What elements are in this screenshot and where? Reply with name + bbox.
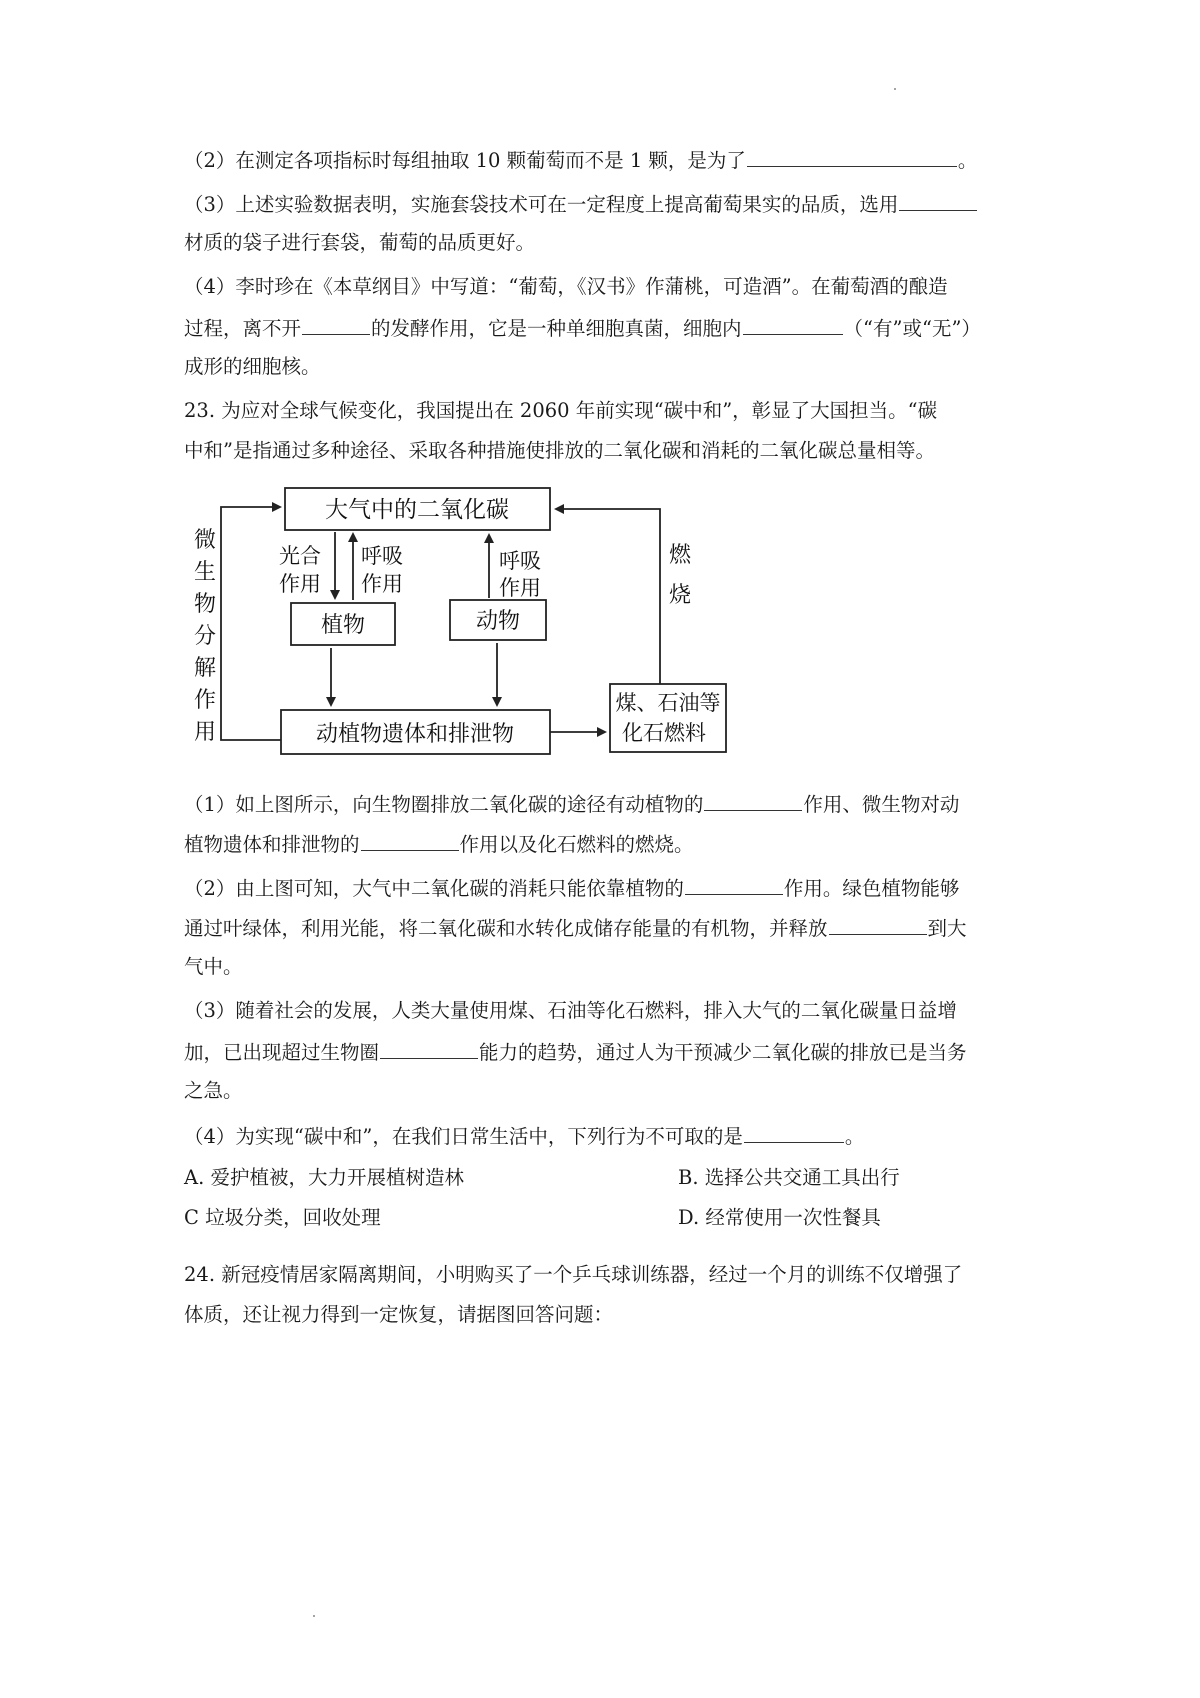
q23-part2-line3: 气中。	[184, 955, 243, 978]
q23-intro-line1: 23. 为应对全球气候变化，我国提出在 2060 年前实现“碳中和”，彰显了大国担当。“碳	[184, 399, 938, 422]
q23-part4: （4）为实现“碳中和”，在我们日常生活中，下列行为不可取的是 。	[184, 1122, 864, 1150]
decomposition-label-1: 微	[194, 528, 217, 553]
option-c[interactable]: C 垃圾分类，回收处理	[184, 1206, 381, 1229]
q23-part3-line3: 之急。	[184, 1079, 243, 1102]
answer-blank[interactable]	[704, 790, 802, 811]
answer-blank[interactable]	[302, 314, 370, 335]
fossil-fuel-box	[610, 684, 726, 752]
plants-label: 植物	[320, 613, 366, 638]
answer-blank[interactable]	[685, 874, 783, 895]
q23-part2-line2: 通过叶绿体，利用光能，将二氧化碳和水转化成储存能量的有机物，并释放 到大	[184, 914, 967, 942]
decomposition-arrow	[221, 507, 281, 740]
option-b[interactable]: B. 选择公共交通工具出行	[678, 1166, 900, 1189]
q23-part1-line2: 植物遗体和排泄物的 作用以及化石燃料的燃烧。	[184, 830, 694, 858]
q23-part3-line2: 加，已出现超过生物圈 能力的趋势，通过人为干预减少二氧化碳的排放已是当务	[184, 1038, 967, 1066]
animals-box	[450, 600, 546, 640]
animal-respiration-label-2: 作用	[499, 576, 541, 600]
remains-label: 动植物遗体和排泄物	[315, 722, 515, 747]
photosynthesis-label-2: 作用	[279, 572, 321, 596]
option-a[interactable]: A. 爱护植被，大力开展植树造林	[184, 1166, 464, 1189]
animal-respiration-label-1: 呼吸	[499, 549, 541, 573]
q22-part3-line2: 材质的袋子进行套袋，葡萄的品质更好。	[184, 231, 536, 254]
q22-part2: （2）在测定各项指标时每组抽取 10 颗葡萄而不是 1 颗，是为了 。	[184, 146, 977, 174]
option-d[interactable]: D. 经常使用一次性餐具	[678, 1206, 881, 1229]
atmosphere-co2-label: 大气中的二氧化碳	[325, 497, 509, 523]
decomposition-label-7: 用	[194, 720, 217, 745]
fossil-fuel-label-1: 煤、石油等	[615, 691, 721, 715]
plants-box	[291, 603, 395, 645]
remains-box	[281, 710, 550, 754]
scan-dot-top	[894, 88, 896, 90]
atmosphere-co2-box	[285, 488, 550, 530]
answer-blank[interactable]	[744, 1122, 844, 1143]
scan-dot-bottom	[313, 1615, 315, 1617]
answer-blank[interactable]	[747, 146, 957, 167]
q22-part3-line1: （3）上述实验数据表明，实施套袋技术可在一定程度上提高葡萄果实的品质，选用	[184, 190, 978, 218]
answer-blank[interactable]	[899, 190, 977, 211]
decomposition-label-3: 物	[194, 592, 217, 617]
answer-blank[interactable]	[380, 1038, 478, 1059]
decomposition-label-5: 解	[194, 656, 217, 681]
combustion-label-1: 燃	[669, 543, 692, 568]
q22-part4-line2: 过程，离不开 的发酵作用，它是一种单细胞真菌，细胞内 （“有”或“无”）	[184, 314, 981, 342]
photosynthesis-label-1: 光合	[279, 544, 321, 568]
q23-intro-line2: 中和”是指通过多种途径、采取各种措施使排放的二氧化碳和消耗的二氧化碳总量相等。	[184, 439, 935, 462]
q24-line2: 体质，还让视力得到一定恢复，请据图回答问题：	[184, 1303, 614, 1326]
q24-line1: 24. 新冠疫情居家隔离期间，小明购买了一个乒乓球训练器，经过一个月的训练不仅增强了	[184, 1263, 963, 1286]
animals-label: 动物	[475, 609, 521, 634]
q23-part3-line1: （3）随着社会的发展，人类大量使用煤、石油等化石燃料，排入大气的二氧化碳量日益增	[184, 999, 957, 1022]
fossil-fuel-label-2: 化石燃料	[622, 721, 706, 745]
decomposition-label-6: 作	[194, 688, 217, 713]
plant-respiration-label-1: 呼吸	[361, 544, 403, 568]
decomposition-label-2: 生	[194, 560, 217, 585]
answer-blank[interactable]	[829, 914, 927, 935]
q23-part2-line1: （2）由上图可知，大气中二氧化碳的消耗只能依靠植物的 作用。绿色植物能够	[184, 874, 959, 902]
combustion-arrow	[556, 509, 660, 684]
answer-blank[interactable]	[743, 314, 843, 335]
q23-part1-line1: （1）如上图所示，向生物圈排放二氧化碳的途径有动植物的 作用、微生物对动	[184, 790, 959, 818]
decomposition-label-4: 分	[194, 624, 217, 649]
plant-respiration-label-2: 作用	[361, 572, 403, 596]
q22-part4-line1: （4）李时珍在《本草纲目》中写道：“葡萄，《汉书》作蒲桃，可造酒”。在葡萄酒的酿造	[184, 275, 948, 298]
q22-part4-line3: 成形的细胞核。	[184, 355, 321, 378]
answer-blank[interactable]	[361, 830, 459, 851]
combustion-label-2: 烧	[669, 583, 692, 608]
